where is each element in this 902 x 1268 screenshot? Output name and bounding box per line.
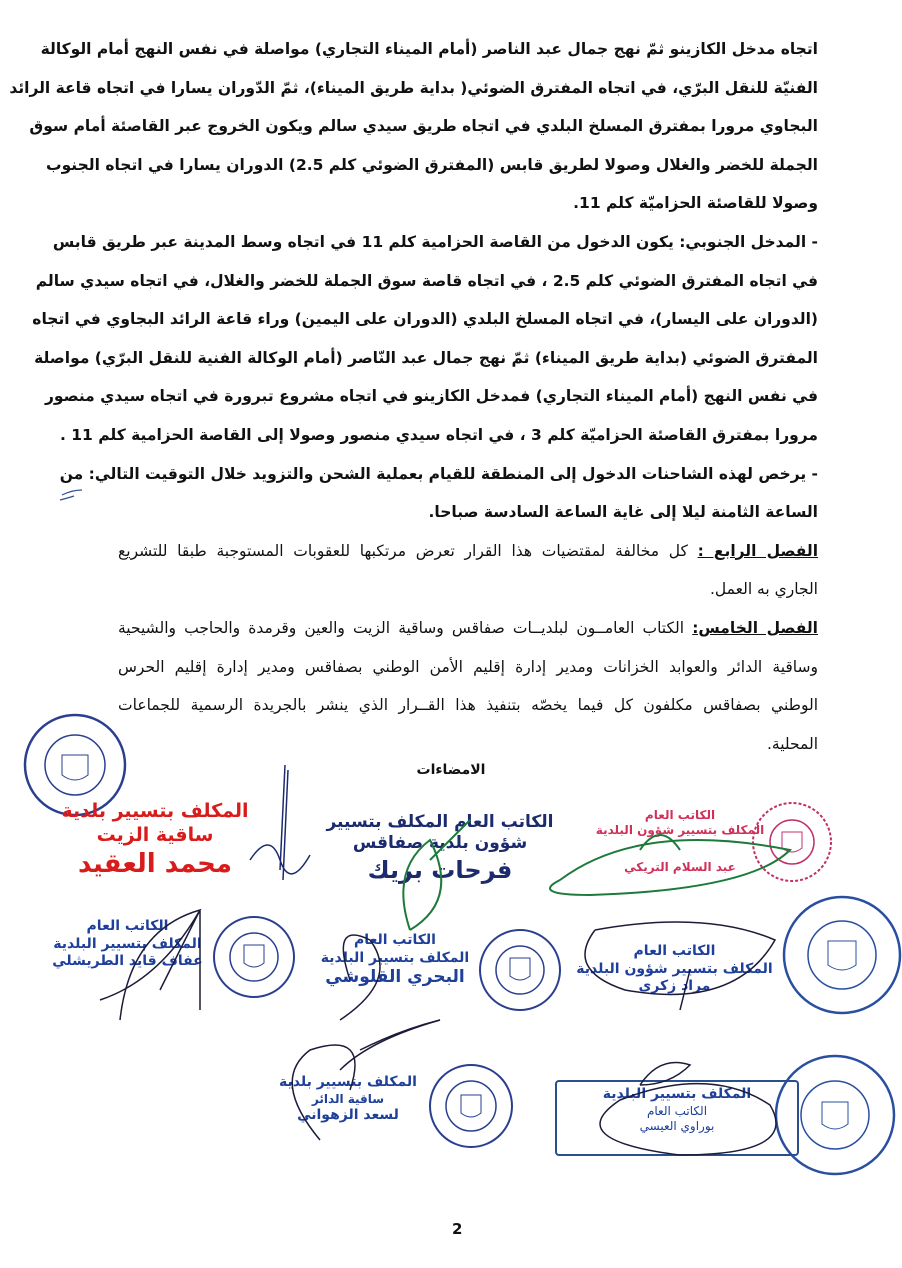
signature-block: [555, 1080, 799, 1156]
signatory-name: لسعد الزهواني: [297, 1106, 399, 1123]
signatory-name: بوراوي العيسي: [639, 1118, 715, 1133]
body-line: في اتجاه المفترق الضوئي كلم 2.5 ، في اتجاه قاصة سوق الجملة للخضر والغلال، في اتجاه سيدي سالم: [35, 271, 818, 290]
signature-block: [45, 918, 210, 971]
signatory-name: فرحات بريك: [367, 855, 513, 884]
signatory-title: المكلف بتسيير البلدية: [602, 1086, 752, 1102]
body-line: مرورا بمفترق القاصئة الحزاميّة كلم 3 ، في اتجاه سيدي منصور وصولا إلى القاصة الحزامية كلم 11 .: [59, 425, 818, 444]
body-line: في نفس النهج (أمام الميناء التجاري) فمدخل الكازينو في اتجاه مشروع تبرورة في اتجاه سيدي منصور: [44, 387, 818, 406]
document-body: [9, 30, 819, 763]
article-5-line: الوطني بصفاقس مكلفون كل فيما يخصّه بتنفيذ هذا القــرار الذي ينشر بالجريدة الرسمية للجماعات: [118, 696, 818, 715]
article-5-heading: الفصل الخامس:: [692, 618, 818, 637]
page-number: 2: [452, 1220, 463, 1238]
signatory-role: المكلف بتسيير البلدية: [320, 949, 470, 966]
article-4-text: كل مخالفة لمقتضيات هذا القرار تعرض مرتكبها للعقوبات المستوجبة طبقا للتشريع: [118, 541, 688, 560]
signatory-role: ساقية الدائر: [311, 1091, 385, 1106]
article-5-text: الكتاب العامــون لبلديــات صفاقس وساقية الزيت والعين وقرمدة والحاجب والشيحية: [118, 618, 685, 637]
signatory-role: المكلف بتسيير شؤون البلدية: [595, 823, 765, 837]
signature-block: [562, 943, 787, 996]
signature-block: [315, 932, 475, 988]
body-line: (الدوران على اليسار)، في اتجاه المسلخ البلدي (الدوران على اليمين) وراء قاعة الرائد البجاوي في اتجاه: [32, 310, 818, 329]
signatures-title: الامضاءات: [416, 762, 486, 778]
official-stamp: [428, 1063, 514, 1149]
signatory-role: المكلف بتسيير البلدية: [53, 935, 202, 952]
body-line: وصولا للقاصئة الحزاميّة كلم 11.: [573, 194, 818, 213]
signatory-name: محمد العقيد: [77, 848, 233, 879]
signatory-role: الكاتب العام: [646, 1103, 708, 1118]
body-line: الفنيّة للنقل البرّي، في اتجاه المفترق الضوئي( بداية طريق الميناء)، ثمّ الدّوران يسارا في اتجاه قاعة الرائد: [9, 78, 818, 97]
signatory-title: الكاتب العام المكلف بتسيير: [326, 812, 554, 832]
article-4-heading: الفصل الرابع :: [697, 541, 819, 560]
body-line: البجاوي مرورا بمفترق المسلخ البلدي في اتجاه طريق سيدي سالم ويكون الخروج عبر القاصئة أمام سوق: [29, 117, 818, 136]
signatory-title: الكاتب العام: [354, 932, 436, 948]
article-5-line: [118, 609, 818, 648]
article-4-line: الجاري به العمل.: [710, 580, 818, 599]
official-stamp: [780, 893, 902, 1017]
signatory-title: الكاتب العام: [644, 808, 716, 822]
article-5-line: المحلية.: [766, 734, 818, 753]
signature-block: [590, 808, 770, 875]
official-stamp: [212, 915, 296, 999]
body-line: الساعة الثامنة ليلا إلى غاية الساعة السادسة صباحا.: [428, 503, 818, 522]
body-line: اتجاه مدخل الكازينو ثمّ نهج جمال عبد الناصر (أمام الميناء التجاري) مواصلة في نفس النهج أمام الوكالة: [40, 40, 818, 58]
signatory-title: المكلف بتسيير بلدية: [279, 1074, 417, 1090]
signatory-role: شؤون بلدية صفاقس: [352, 833, 528, 854]
article-5-line: وساقية الدائر والعوابد الخزانات ومدير إدارة إقليم الأمن الوطني بصفاقس ومدير إدارة إقليم الحرس: [118, 657, 818, 676]
signatory-name: البحري القلوشي: [325, 967, 465, 987]
signatory-role: المكلف بتسيير شؤون البلدية: [576, 960, 773, 977]
body-line: الجملة للخضر والغلال وصولا لطريق قابس (المفترق الضوئي كلم 2.5) الدوران يسارا في اتجاه الجنوب: [46, 155, 818, 174]
official-stamp: [478, 928, 562, 1012]
signatory-title: الكاتب العام: [633, 943, 716, 959]
signatory-name: عفاف قايد الطريشلي: [52, 953, 203, 969]
signatory-title: الكاتب العام: [86, 918, 169, 934]
signature-block: [268, 1074, 428, 1124]
signatory-name: مراد زكري: [638, 978, 711, 994]
body-line: - المدخل الجنوبي: يكون الدخول من القاصة الحزامية كلم 11 في اتجاه وسط المدينة عبر طريق قابس: [52, 232, 818, 251]
signature-block: [315, 812, 565, 885]
signatory-name: عبد السلام التريكي: [624, 860, 736, 874]
body-line: - يرخص لهذه الشاحنات الدخول إلى المنطقة للقيام بعملية الشحن والتزويد خلال التوقيت التالي: من: [59, 464, 818, 483]
article-4-line: [118, 532, 818, 571]
body-line: المفترق الضوئي (بداية طريق الميناء) ثمّ نهج جمال عبد النّاصر (أمام الوكالة الفنية للنقل البرّي) مواصلة: [34, 348, 818, 367]
signatory-role: ساقية الزيت: [96, 823, 214, 846]
signature-block: [30, 800, 280, 880]
signatory-title: المكلف بتسيير بلدية: [61, 800, 249, 822]
